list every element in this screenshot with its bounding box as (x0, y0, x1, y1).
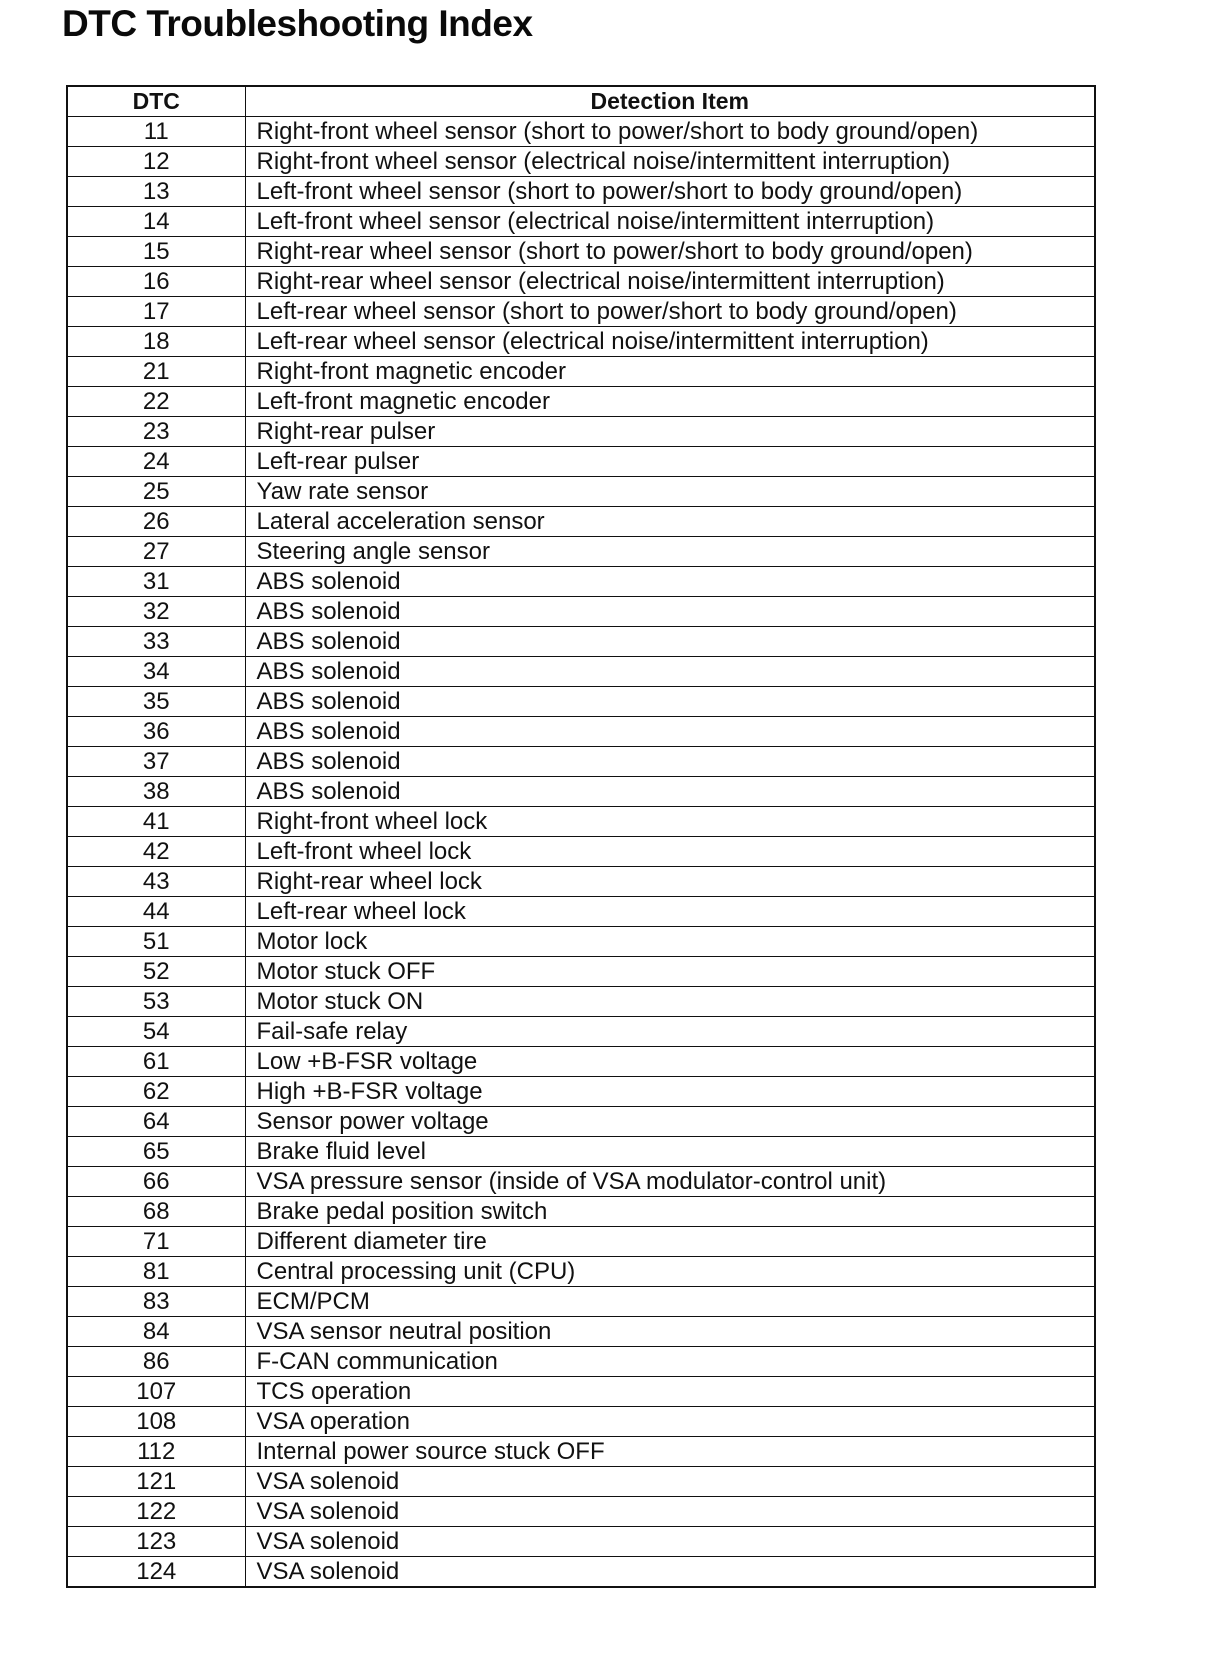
detection-item-cell: Left-rear wheel sensor (short to power/short to body ground/open) (245, 297, 1095, 327)
detection-item-cell: High +B-FSR voltage (245, 1077, 1095, 1107)
detection-item-cell: Left-front magnetic encoder (245, 387, 1095, 417)
table-row (67, 1017, 1095, 1047)
table-row (67, 147, 1095, 177)
table-row (67, 417, 1095, 447)
table-row (67, 747, 1095, 777)
detection-item-cell: Fail-safe relay (245, 1017, 1095, 1047)
detection-item-cell: Left-front wheel lock (245, 837, 1095, 867)
table-row (67, 1557, 1095, 1588)
detection-item-cell: VSA pressure sensor (inside of VSA modulator-control unit) (245, 1167, 1095, 1197)
table-row (67, 387, 1095, 417)
detection-item-column-header: Detection Item (245, 86, 1095, 117)
detection-item-cell: Right-rear wheel sensor (short to power/short to body ground/open) (245, 237, 1095, 267)
dtc-code-cell: 84 (67, 1317, 245, 1347)
detection-item-cell: ABS solenoid (245, 627, 1095, 657)
table-row (67, 357, 1095, 387)
detection-item-cell: Motor lock (245, 927, 1095, 957)
dtc-code-cell: 122 (67, 1497, 245, 1527)
dtc-code-cell: 61 (67, 1047, 245, 1077)
table-row (67, 1077, 1095, 1107)
table-row (67, 567, 1095, 597)
detection-item-cell: ECM/PCM (245, 1287, 1095, 1317)
detection-item-cell: Left-rear wheel sensor (electrical noise/intermittent interruption) (245, 327, 1095, 357)
table-row (67, 1437, 1095, 1467)
detection-item-cell: ABS solenoid (245, 567, 1095, 597)
dtc-code-cell: 52 (67, 957, 245, 987)
dtc-code-cell: 21 (67, 357, 245, 387)
table-row (67, 1467, 1095, 1497)
detection-item-cell: Lateral acceleration sensor (245, 507, 1095, 537)
dtc-code-cell: 62 (67, 1077, 245, 1107)
dtc-code-cell: 35 (67, 687, 245, 717)
table-row (67, 1227, 1095, 1257)
table-row (67, 1287, 1095, 1317)
detection-item-cell: Right-front wheel sensor (short to power/short to body ground/open) (245, 117, 1095, 147)
dtc-code-cell: 83 (67, 1287, 245, 1317)
table-row (67, 297, 1095, 327)
detection-item-cell: VSA solenoid (245, 1467, 1095, 1497)
detection-item-cell: TCS operation (245, 1377, 1095, 1407)
dtc-code-cell: 44 (67, 897, 245, 927)
detection-item-cell: VSA operation (245, 1407, 1095, 1437)
detection-item-cell: ABS solenoid (245, 777, 1095, 807)
detection-item-cell: VSA solenoid (245, 1527, 1095, 1557)
dtc-code-cell: 16 (67, 267, 245, 297)
dtc-table-body (67, 117, 1095, 1588)
detection-item-cell: ABS solenoid (245, 597, 1095, 627)
detection-item-cell: ABS solenoid (245, 687, 1095, 717)
dtc-code-cell: 108 (67, 1407, 245, 1437)
dtc-code-cell: 24 (67, 447, 245, 477)
dtc-code-cell: 54 (67, 1017, 245, 1047)
dtc-code-cell: 86 (67, 1347, 245, 1377)
table-row (67, 837, 1095, 867)
table-row (67, 327, 1095, 357)
dtc-code-cell: 121 (67, 1467, 245, 1497)
table-row (67, 207, 1095, 237)
dtc-code-cell: 124 (67, 1557, 245, 1588)
detection-item-cell: VSA solenoid (245, 1557, 1095, 1588)
dtc-code-cell: 53 (67, 987, 245, 1017)
detection-item-cell: Right-front magnetic encoder (245, 357, 1095, 387)
table-row (67, 1497, 1095, 1527)
dtc-code-cell: 31 (67, 567, 245, 597)
dtc-code-cell: 37 (67, 747, 245, 777)
dtc-code-cell: 81 (67, 1257, 245, 1287)
table-row (67, 117, 1095, 147)
detection-item-cell: ABS solenoid (245, 657, 1095, 687)
detection-item-cell: VSA sensor neutral position (245, 1317, 1095, 1347)
page-title: DTC Troubleshooting Index (62, 3, 533, 44)
table-row (67, 1107, 1095, 1137)
dtc-code-cell: 65 (67, 1137, 245, 1167)
detection-item-cell: Sensor power voltage (245, 1107, 1095, 1137)
dtc-code-cell: 51 (67, 927, 245, 957)
detection-item-cell: Central processing unit (CPU) (245, 1257, 1095, 1287)
table-row (67, 477, 1095, 507)
dtc-code-cell: 25 (67, 477, 245, 507)
table-row (67, 807, 1095, 837)
dtc-code-cell: 38 (67, 777, 245, 807)
detection-item-cell: ABS solenoid (245, 717, 1095, 747)
detection-item-cell: Brake pedal position switch (245, 1197, 1095, 1227)
dtc-code-cell: 15 (67, 237, 245, 267)
detection-item-cell: Steering angle sensor (245, 537, 1095, 567)
table-row (67, 1407, 1095, 1437)
dtc-code-cell: 32 (67, 597, 245, 627)
detection-item-cell: Left-rear pulser (245, 447, 1095, 477)
dtc-code-cell: 33 (67, 627, 245, 657)
table-row (67, 1197, 1095, 1227)
dtc-code-cell: 27 (67, 537, 245, 567)
table-row (67, 1047, 1095, 1077)
table-row (67, 717, 1095, 747)
dtc-column-header: DTC (67, 86, 245, 117)
dtc-table (66, 85, 1096, 1588)
detection-item-cell: Right-front wheel sensor (electrical noise/intermittent interruption) (245, 147, 1095, 177)
dtc-code-cell: 41 (67, 807, 245, 837)
detection-item-cell: VSA solenoid (245, 1497, 1095, 1527)
dtc-code-cell: 18 (67, 327, 245, 357)
detection-item-cell: Right-rear wheel sensor (electrical noise/intermittent interruption) (245, 267, 1095, 297)
dtc-code-cell: 42 (67, 837, 245, 867)
table-row (67, 927, 1095, 957)
table-row (67, 1377, 1095, 1407)
dtc-code-cell: 66 (67, 1167, 245, 1197)
detection-item-cell: Low +B-FSR voltage (245, 1047, 1095, 1077)
detection-item-cell: Right-front wheel lock (245, 807, 1095, 837)
table-row (67, 957, 1095, 987)
dtc-code-cell: 14 (67, 207, 245, 237)
table-row (67, 1317, 1095, 1347)
dtc-code-cell: 17 (67, 297, 245, 327)
table-header-row (67, 86, 1095, 117)
detection-item-cell: Left-front wheel sensor (short to power/short to body ground/open) (245, 177, 1095, 207)
detection-item-cell: Yaw rate sensor (245, 477, 1095, 507)
table-row (67, 657, 1095, 687)
detection-item-cell: Right-rear pulser (245, 417, 1095, 447)
detection-item-cell: Different diameter tire (245, 1227, 1095, 1257)
dtc-code-cell: 11 (67, 117, 245, 147)
dtc-code-cell: 34 (67, 657, 245, 687)
table-row (67, 1347, 1095, 1377)
table-row (67, 537, 1095, 567)
table-row (67, 987, 1095, 1017)
table-row (67, 507, 1095, 537)
dtc-code-cell: 123 (67, 1527, 245, 1557)
dtc-code-cell: 71 (67, 1227, 245, 1257)
dtc-code-cell: 23 (67, 417, 245, 447)
table-row (67, 777, 1095, 807)
table-row (67, 867, 1095, 897)
detection-item-cell: Left-rear wheel lock (245, 897, 1095, 927)
detection-item-cell: Right-rear wheel lock (245, 867, 1095, 897)
table-row (67, 1167, 1095, 1197)
table-row (67, 897, 1095, 927)
dtc-code-cell: 43 (67, 867, 245, 897)
detection-item-cell: Brake fluid level (245, 1137, 1095, 1167)
dtc-code-cell: 112 (67, 1437, 245, 1467)
detection-item-cell: ABS solenoid (245, 747, 1095, 777)
table-row (67, 177, 1095, 207)
dtc-code-cell: 36 (67, 717, 245, 747)
table-row (67, 1137, 1095, 1167)
table-row (67, 267, 1095, 297)
dtc-code-cell: 107 (67, 1377, 245, 1407)
table-row (67, 447, 1095, 477)
table-row (67, 1257, 1095, 1287)
dtc-code-cell: 13 (67, 177, 245, 207)
table-row (67, 597, 1095, 627)
dtc-code-cell: 64 (67, 1107, 245, 1137)
table-row (67, 1527, 1095, 1557)
dtc-code-cell: 68 (67, 1197, 245, 1227)
table-row (67, 687, 1095, 717)
detection-item-cell: Internal power source stuck OFF (245, 1437, 1095, 1467)
detection-item-cell: Left-front wheel sensor (electrical noise/intermittent interruption) (245, 207, 1095, 237)
table-row (67, 237, 1095, 267)
detection-item-cell: Motor stuck ON (245, 987, 1095, 1017)
table-row (67, 627, 1095, 657)
detection-item-cell: Motor stuck OFF (245, 957, 1095, 987)
dtc-code-cell: 12 (67, 147, 245, 177)
detection-item-cell: F-CAN communication (245, 1347, 1095, 1377)
dtc-code-cell: 22 (67, 387, 245, 417)
dtc-code-cell: 26 (67, 507, 245, 537)
